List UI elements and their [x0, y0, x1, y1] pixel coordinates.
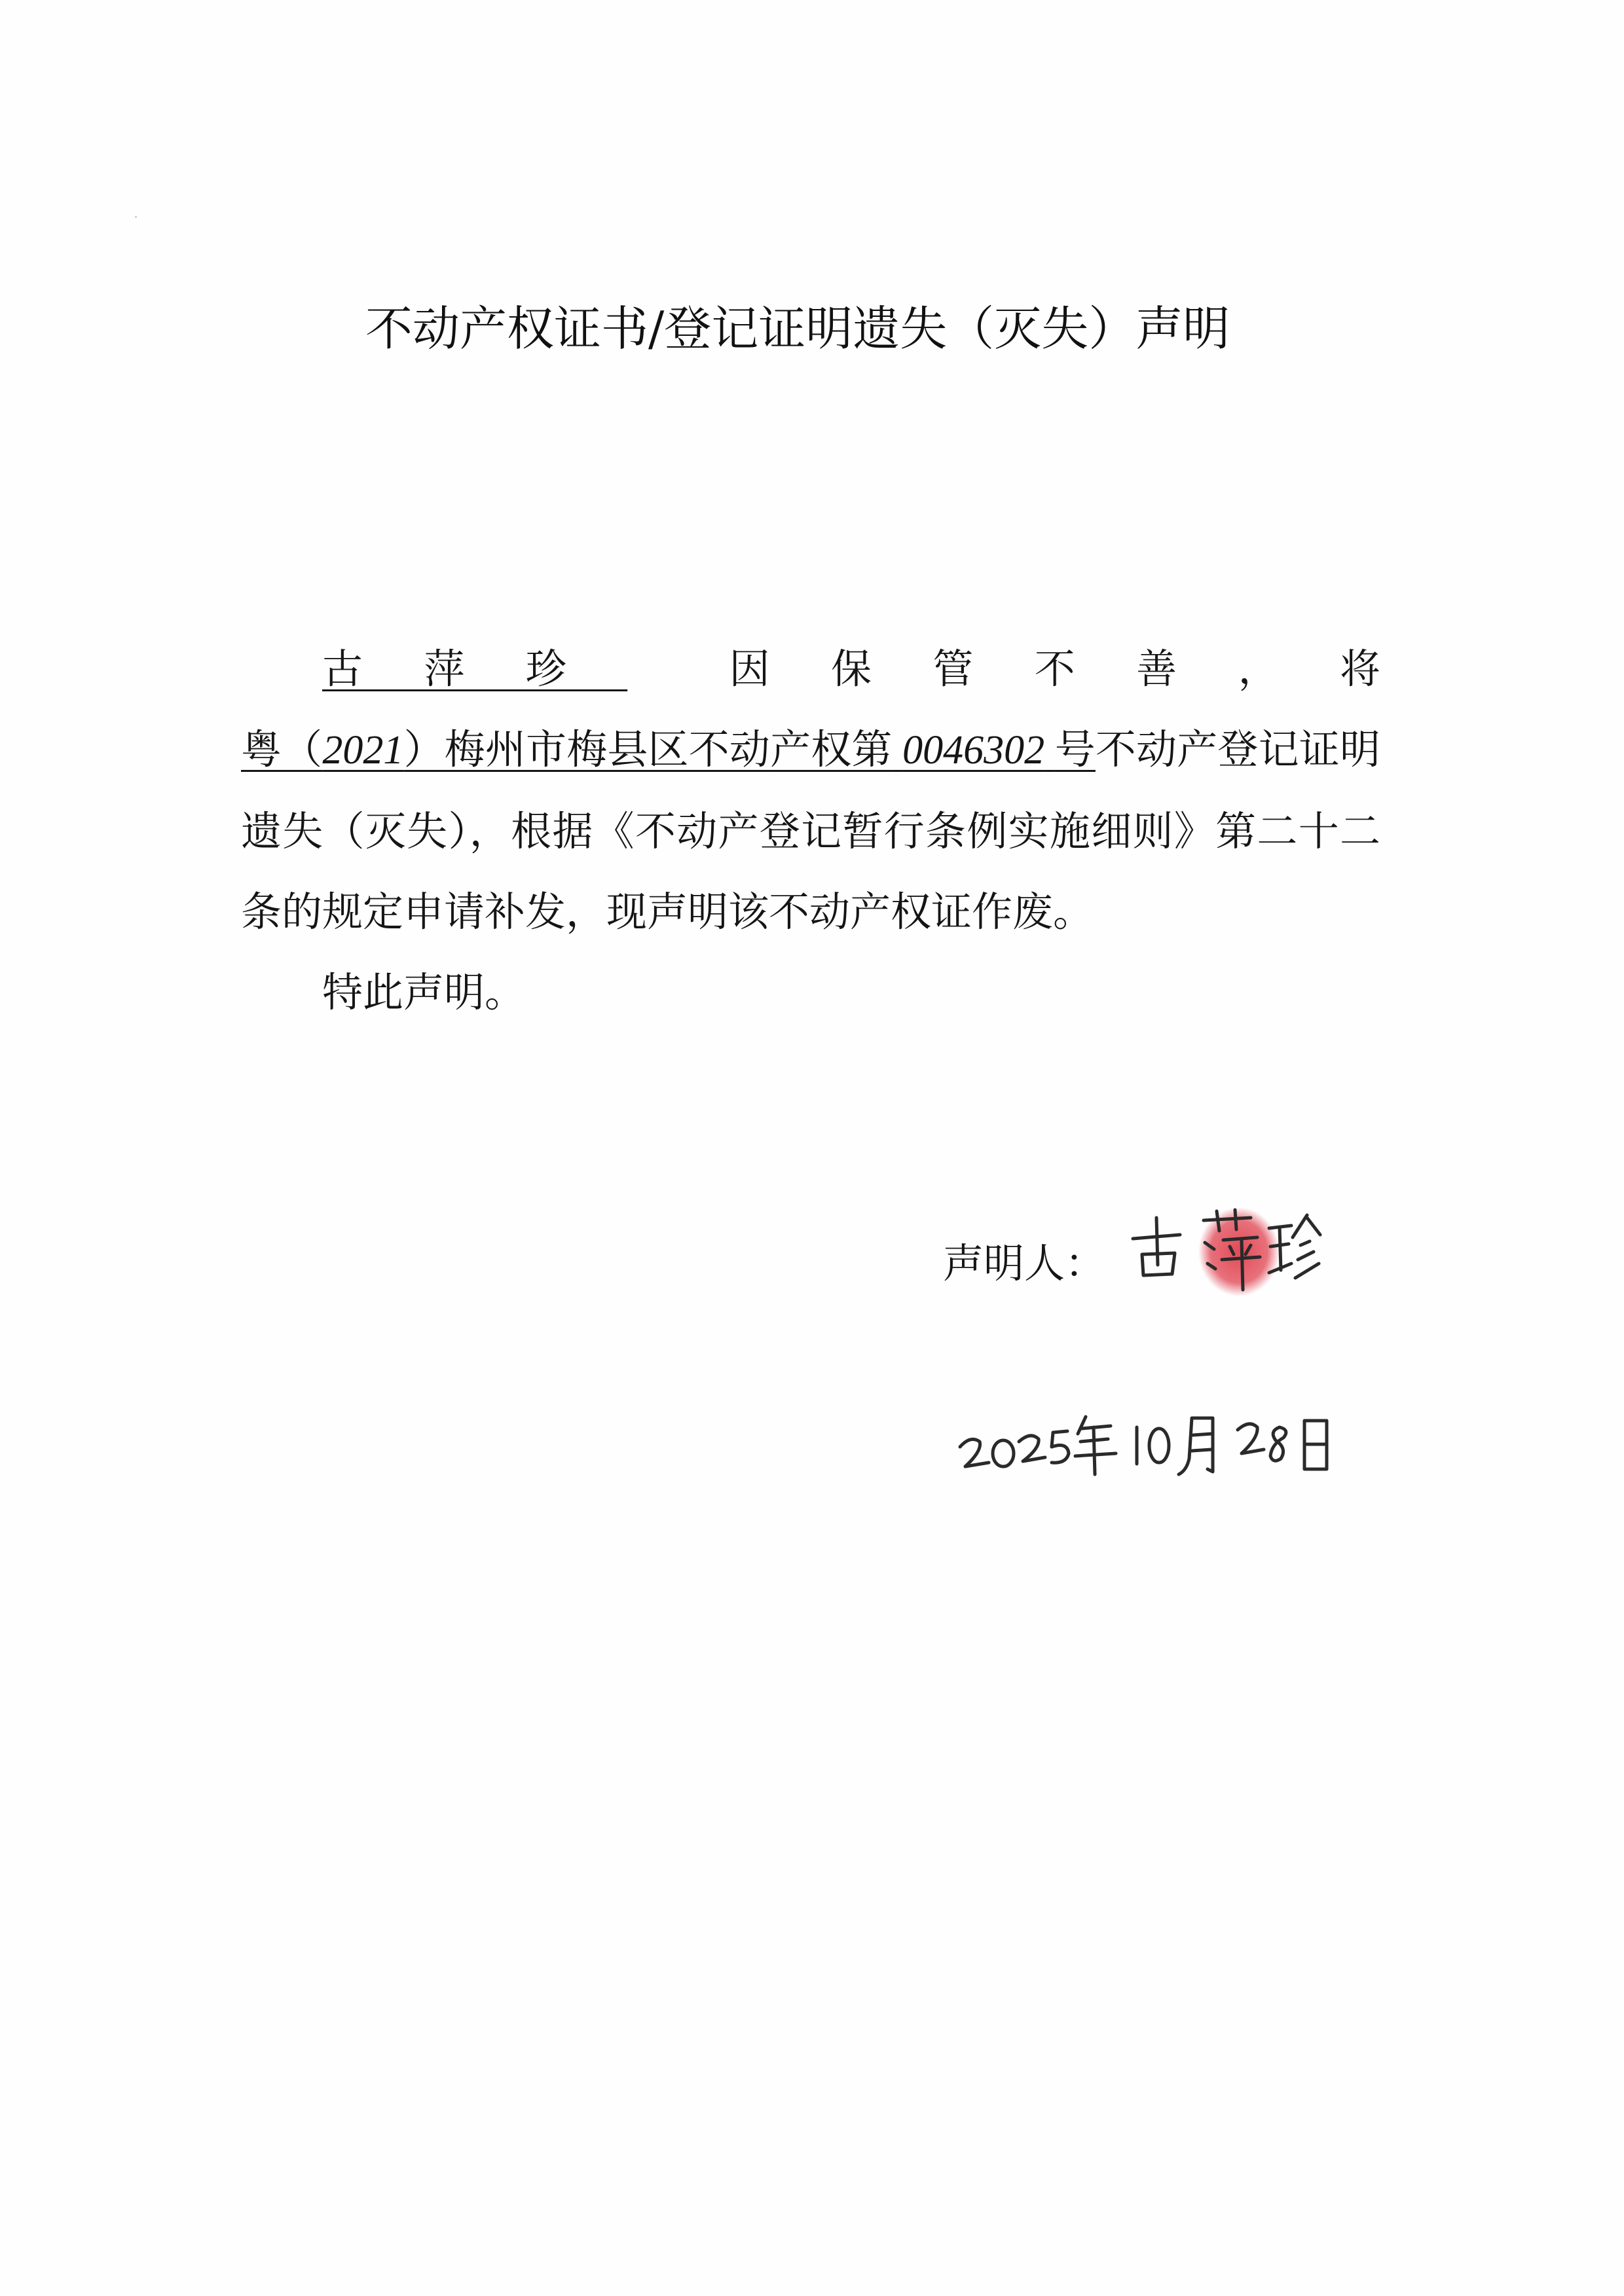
statement-text-1: 因保管不善，将 — [729, 645, 1380, 693]
cert-mid-2: 产权第 — [770, 725, 893, 773]
scan-artifact — [135, 216, 137, 218]
cert-prefix: 粤（ — [241, 725, 323, 773]
cert-number: 0046302 — [902, 728, 1045, 773]
cert-year: 2021 — [322, 728, 404, 773]
declarant-label: 声明人： — [943, 1239, 1106, 1287]
statement-paragraph — [241, 629, 1380, 952]
signature-with-fingerprint — [1120, 1192, 1329, 1309]
statement-body — [241, 629, 1380, 1032]
certificate-reference — [241, 725, 1096, 773]
cert-suffix: 号 — [1054, 725, 1096, 773]
statement-text-2: 不动产登记证明遗失（灭失），根据《不动产登记暂行条例实施细则》第二十二条的规定申请补发，现声明该不动产权证作废。 — [241, 725, 1380, 936]
cert-mid-1: ）梅州市梅县区不动 — [403, 725, 771, 773]
owner-name: 古萍珍 — [322, 645, 628, 693]
handwritten-date — [956, 1401, 1362, 1486]
document-title: 不动产权证书/登记证明遗失（灭失）声明 — [365, 301, 1230, 356]
closing-line: 特此声明。 — [322, 968, 526, 1016]
